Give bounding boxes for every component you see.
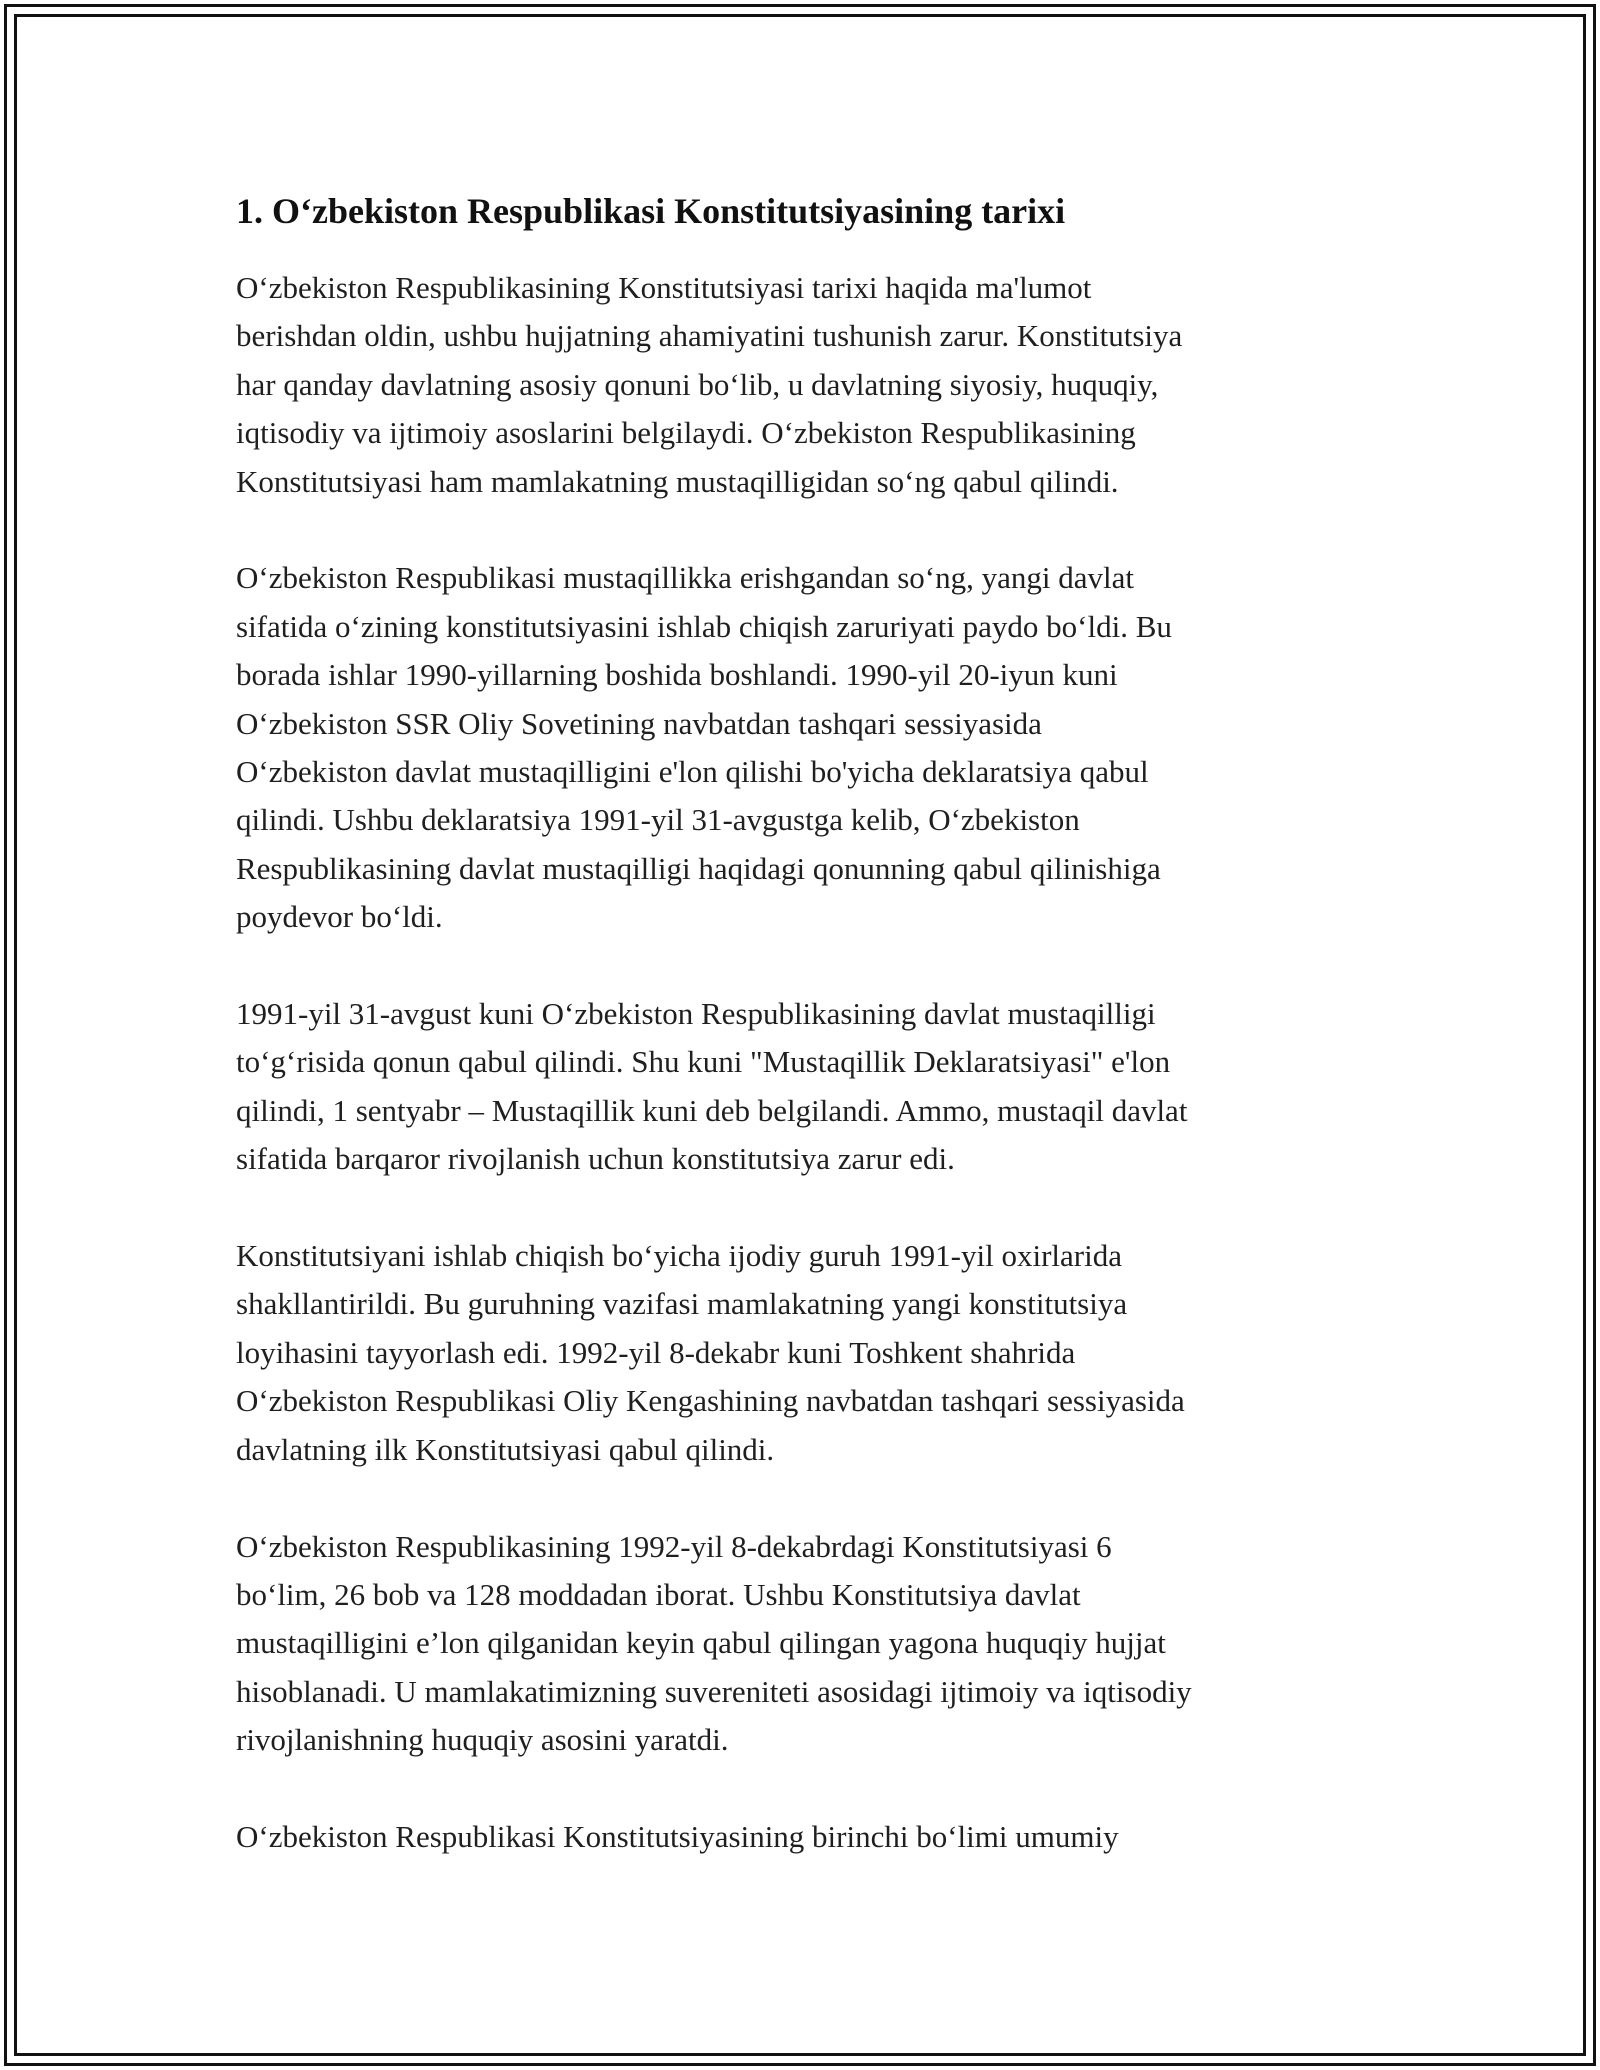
text-line: har qanday davlatning asosiy qonuni bo‘lib, u davlatning siyosiy, huquqiy,	[236, 366, 1159, 402]
paragraph-6	[236, 1813, 1386, 1861]
text-line: loyihasini tayyorlash edi. 1992-yil 8-dekabr kuni Toshkent shahrida	[236, 1334, 1076, 1370]
text-line: Konstitutsiyasi ham mamlakatning mustaqilligidan so‘ng qabul qilindi.	[236, 463, 1119, 499]
text-line: poydevor bo‘ldi.	[236, 899, 443, 935]
text-line: O‘zbekiston SSR Oliy Sovetining navbatdan tashqari sessiyasida	[236, 705, 1042, 741]
text-line: berishdan oldin, ushbu hujjatning ahamiyatini tushunish zarur. Konstitutsiya	[236, 318, 1183, 354]
text-line: davlatning ilk Konstitutsiyasi qabul qilindi.	[236, 1431, 775, 1467]
text-line: O‘zbekiston Respublikasi Oliy Kengashining navbatdan tashqari sessiyasida	[236, 1383, 1185, 1419]
text-line: O‘zbekiston Respublikasi mustaqillikka erishgandan so‘ng, yangi davlat	[236, 560, 1134, 596]
text-line: O‘zbekiston davlat mustaqilligini e'lon qilishi bo'yicha deklaratsiya qabul	[236, 754, 1149, 790]
text-line: iqtisodiy va ijtimoiy asoslarini belgilaydi. O‘zbekiston Respublikasining	[236, 415, 1136, 451]
text-line: Konstitutsiyani ishlab chiqish bo‘yicha ijodiy guruh 1991-yil oxirlarida	[236, 1238, 1122, 1274]
text-line: to‘g‘risida qonun qabul qilindi. Shu kuni "Mustaqillik Deklaratsiyasi" e'lon	[236, 1044, 1171, 1080]
text-line: 1991-yil 31-avgust kuni O‘zbekiston Respublikasining davlat mustaqilligi	[236, 996, 1156, 1032]
text-line: borada ishlar 1990-yillarning boshida boshlandi. 1990-yil 20-iyun kuni	[236, 657, 1118, 693]
text-line: sifatida o‘zining konstitutsiyasini ishlab chiqish zaruriyati paydo bo‘ldi. Bu	[236, 608, 1172, 644]
paragraph-3	[236, 990, 1386, 1184]
text-line: sifatida barqaror rivojlanish uchun konstitutsiya zarur edi.	[236, 1141, 955, 1177]
paragraph-2	[236, 554, 1386, 941]
text-line: O‘zbekiston Respublikasi Konstitutsiyasining birinchi bo‘limi umumiy	[236, 1818, 1119, 1854]
text-line: Respublikasining davlat mustaqilligi haqidagi qonunning qabul qilinishiga	[236, 850, 1161, 886]
text-line: mustaqilligini e’lon qilganidan keyin qabul qilingan yagona huquqiy hujjat	[236, 1625, 1166, 1661]
text-line: shakllantirildi. Bu guruhning vazifasi mamlakatning yangi konstitutsiya	[236, 1286, 1128, 1322]
text-line: qilindi, 1 sentyabr – Mustaqillik kuni deb belgilandi. Ammo, mustaqil davlat	[236, 1092, 1188, 1128]
text-line: qilindi. Ushbu deklaratsiya 1991-yil 31-avgustga kelib, O‘zbekiston	[236, 802, 1080, 838]
text-line: rivojlanishning huquqiy asosini yaratdi.	[236, 1722, 729, 1758]
paragraph-1	[236, 264, 1386, 506]
document-page	[236, 188, 1386, 1910]
section-heading: 1. O‘zbekiston Respublikasi Konstitutsiyasining tarixi	[236, 191, 1066, 231]
text-line: hisoblanadi. U mamlakatimizning suvereniteti asosidagi ijtimoiy va iqtisodiy	[236, 1673, 1192, 1709]
text-line: O‘zbekiston Respublikasining Konstitutsiyasi tarixi haqida ma'lumot	[236, 270, 1092, 305]
paragraph-5	[236, 1523, 1386, 1765]
paragraph-4	[236, 1232, 1386, 1474]
text-line: bo‘lim, 26 bob va 128 moddadan iborat. Ushbu Konstitutsiya davlat	[236, 1576, 1081, 1612]
text-line: O‘zbekiston Respublikasining 1992-yil 8-dekabrdagi Konstitutsiyasi 6	[236, 1528, 1112, 1564]
